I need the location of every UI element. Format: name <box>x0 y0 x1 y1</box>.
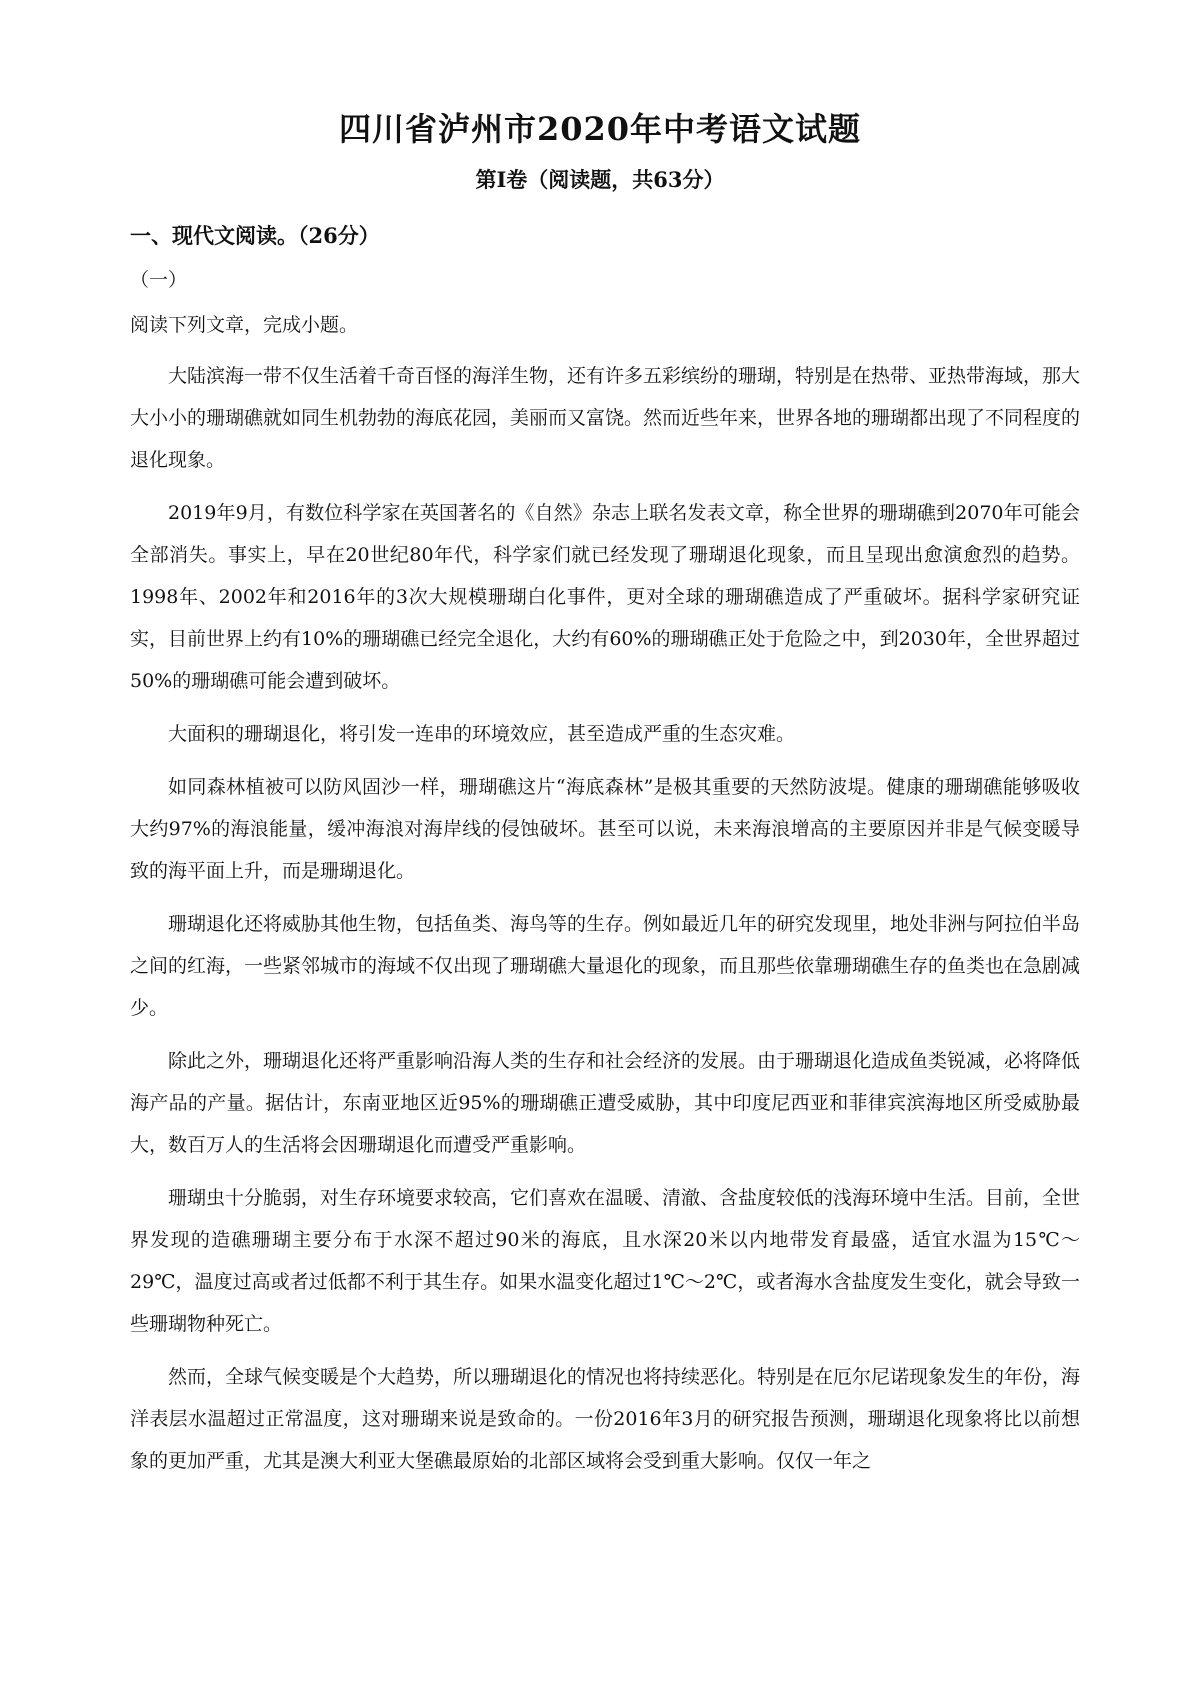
paragraph: 然而，全球气候变暖是个大趋势，所以珊瑚退化的情况也将持续恶化。特别是在厄尔尼诺现象发生的年份，海洋表层水温超过正常温度，这对珊瑚来说是致命的。一份2016年3月的研究报告预测，珊瑚退化现象将比以前想象的更加严重，尤其是澳大利亚大堡礁最原始的北部区域将会受到重大影响。仅仅一年之 <box>130 1366 1081 1472</box>
section-heading: 一、现代文阅读。（26分） <box>130 223 380 248</box>
article-body <box>130 355 1080 1493</box>
paragraph: 大陆滨海一带不仅生活着千奇百怪的海洋生物，还有许多五彩缤纷的珊瑚，特别是在热带、亚热带海域，那大大小小的珊瑚礁就如同生机勃勃的海底花园，美丽而又富饶。然而近些年来，世界各地的珊瑚都出现了不同程度的退化现象。 <box>130 365 1081 471</box>
paragraph: 珊瑚虫十分脆弱，对生存环境要求较高，它们喜欢在温暖、清澈、含盐度较低的浅海环境中生活。目前，全世界发现的造礁珊瑚主要分布于水深不超过90米的海底，且水深20米以内地带发育最盛，适宜水温为15℃～29℃，温度过高或者过低都不利于其生存。如果水温变化超过1℃～2℃，或者海水含盐度发生变化，就会导致一些珊瑚物种死亡。 <box>130 1187 1081 1335</box>
subsection-label: （一） <box>130 269 188 291</box>
volume-subtitle: 第Ⅰ卷（阅读题，共63分） <box>475 167 725 192</box>
paragraph: 2019年9月，有数位科学家在英国著名的《自然》杂志上联名发表文章，称全世界的珊瑚礁到2070年可能会全部消失。事实上，早在20世纪80年代，科学家们就已经发现了珊瑚退化现象，而且呈现出愈演愈烈的趋势。1998年、2002年和2016年的3次大规模珊瑚白化事件，更对全球的珊瑚礁造成了严重破坏。据科学家研究证实，目前世界上约有10%的珊瑚礁已经完全退化，大约有60%的珊瑚礁正处于危险之中，到2030年，全世界超过50%的珊瑚礁可能会遭到破坏。 <box>130 502 1080 692</box>
paragraph: 如同森林植被可以防风固沙一样，珊瑚礁这片“海底森林”是极其重要的天然防波堤。健康的珊瑚礁能够吸收大约97%的海浪能量，缓冲海浪对海岸线的侵蚀破坏。甚至可以说，未来海浪增高的主要原因并非是气候变暖导致的海平面上升，而是珊瑚退化。 <box>130 776 1080 882</box>
paragraph: 除此之外，珊瑚退化还将严重影响沿海人类的生存和社会经济的发展。由于珊瑚退化造成鱼类锐减，必将降低海产品的产量。据估计，东南亚地区近95%的珊瑚礁正遭受威胁，其中印度尼西亚和菲律宾滨海地区所受威胁最大，数百万人的生活将会因珊瑚退化而遭受严重影响。 <box>130 1050 1081 1156</box>
paragraph: 珊瑚退化还将威胁其他生物，包括鱼类、海鸟等的生存。例如最近几年的研究发现里，地处非洲与阿拉伯半岛之间的红海，一些紧邻城市的海域不仅出现了珊瑚礁大量退化的现象，而且那些依靠珊瑚礁生存的鱼类也在急剧减少。 <box>130 913 1081 1019</box>
exam-title: 四川省泸州市2020年中考语文试题 <box>338 110 862 148</box>
paragraph: 大面积的珊瑚退化，将引发一连串的环境效应，甚至造成严重的生态灾难。 <box>168 723 796 745</box>
reading-instruction: 阅读下列文章，完成小题。 <box>130 314 359 336</box>
